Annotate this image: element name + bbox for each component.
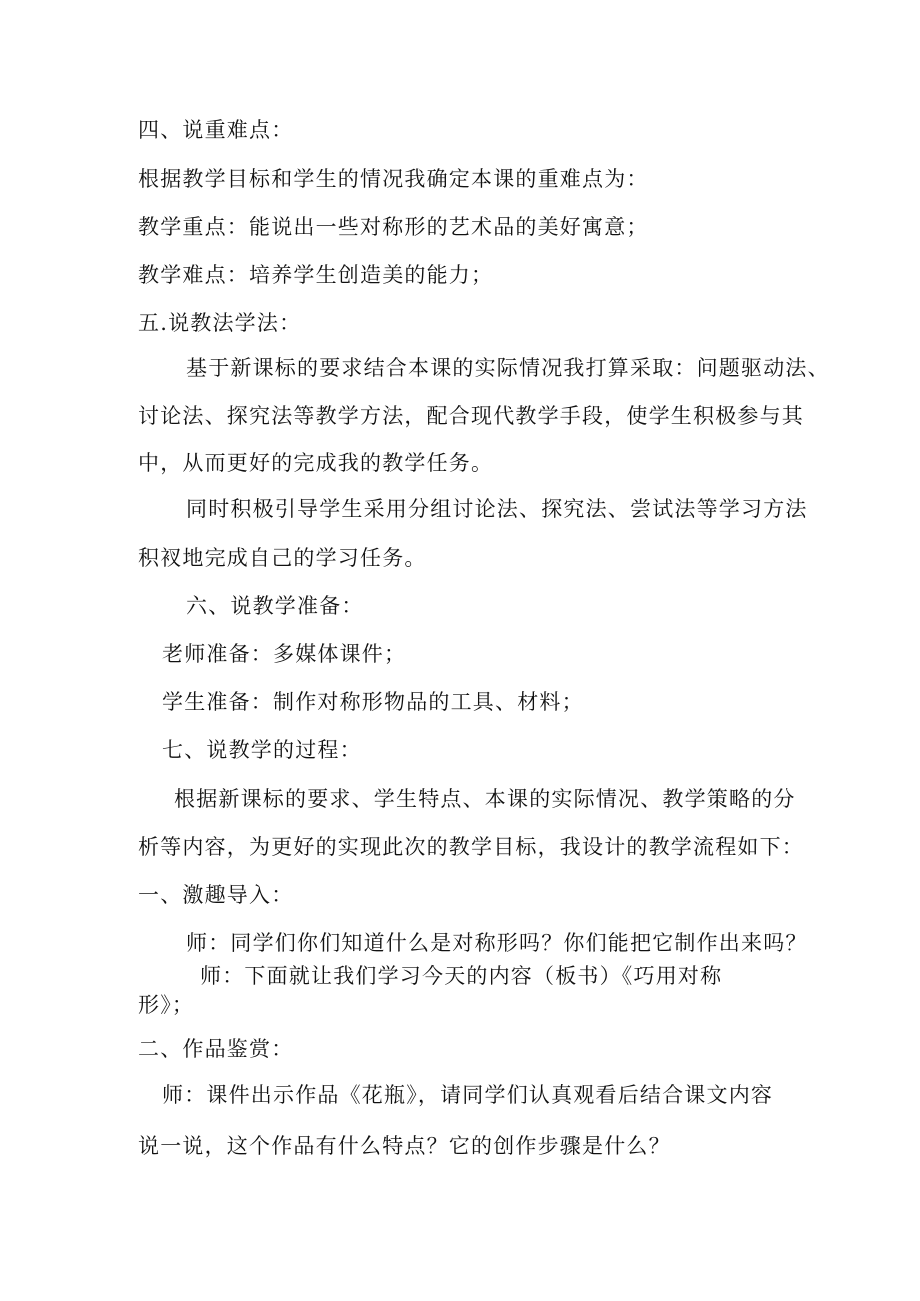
paragraph-line: 同时积极引导学生采用分组讨论法、探究法、尝试法等学习方法	[186, 497, 808, 521]
section-heading-key-difficult-points: 四、说重难点：	[138, 118, 294, 142]
paragraph-line: 教学难点：培养学生创造美的能力；	[138, 263, 494, 287]
paragraph-line: 师：下面就让我们学习今天的内容（板书）《巧用对称	[200, 964, 723, 988]
paragraph-line: 老师准备：多媒体课件；	[162, 642, 407, 666]
section-heading-teaching-methods: 五.说教法学法：	[138, 311, 302, 335]
paragraph-line: 中，从而更好的完成我的教学任务。	[138, 451, 494, 475]
paragraph-line: 讨论法、探究法等教学方法，配合现代教学手段，使学生积极参与其	[138, 404, 804, 428]
subsection-heading-appreciation: 二、作品鉴赏：	[138, 1037, 294, 1061]
subsection-heading-introduction: 一、激趣导入：	[138, 883, 294, 907]
paragraph-line: 师：课件出示作品《花瓶》，请同学们认真观看后结合课文内容	[162, 1083, 774, 1107]
paragraph-line: 根据新课标的要求、学生特点、本课的实际情况、教学策略的分	[174, 787, 796, 811]
paragraph-line: 析等内容，为更好的实现此次的教学目标，我设计的教学流程如下：	[138, 835, 804, 859]
paragraph-line: 形》；	[138, 993, 195, 1017]
paragraph-line: 学生准备：制作对称形物品的工具、材料；	[162, 690, 584, 714]
section-heading-preparation: 六、说教学准备：	[186, 594, 364, 618]
section-heading-teaching-process: 七、说教学的过程：	[162, 738, 362, 762]
paragraph-line: 积衩地完成自己的学习任务。	[138, 546, 427, 570]
paragraph-line: 师：同学们你们知道什么是对称形吗？你们能把它制作出来吗？	[186, 931, 808, 955]
paragraph-line: 教学重点：能说出一些对称形的艺术品的美好寓意；	[138, 215, 649, 239]
paragraph-line: 说一说，这个作品有什么特点？它的创作步骤是什么？	[138, 1134, 671, 1158]
paragraph-line: 根据教学目标和学生的情况我确定本课的重难点为：	[138, 167, 649, 191]
paragraph-line: 基于新课标的要求结合本课的实际情况我打算采取：问题驱动法、	[186, 356, 830, 380]
